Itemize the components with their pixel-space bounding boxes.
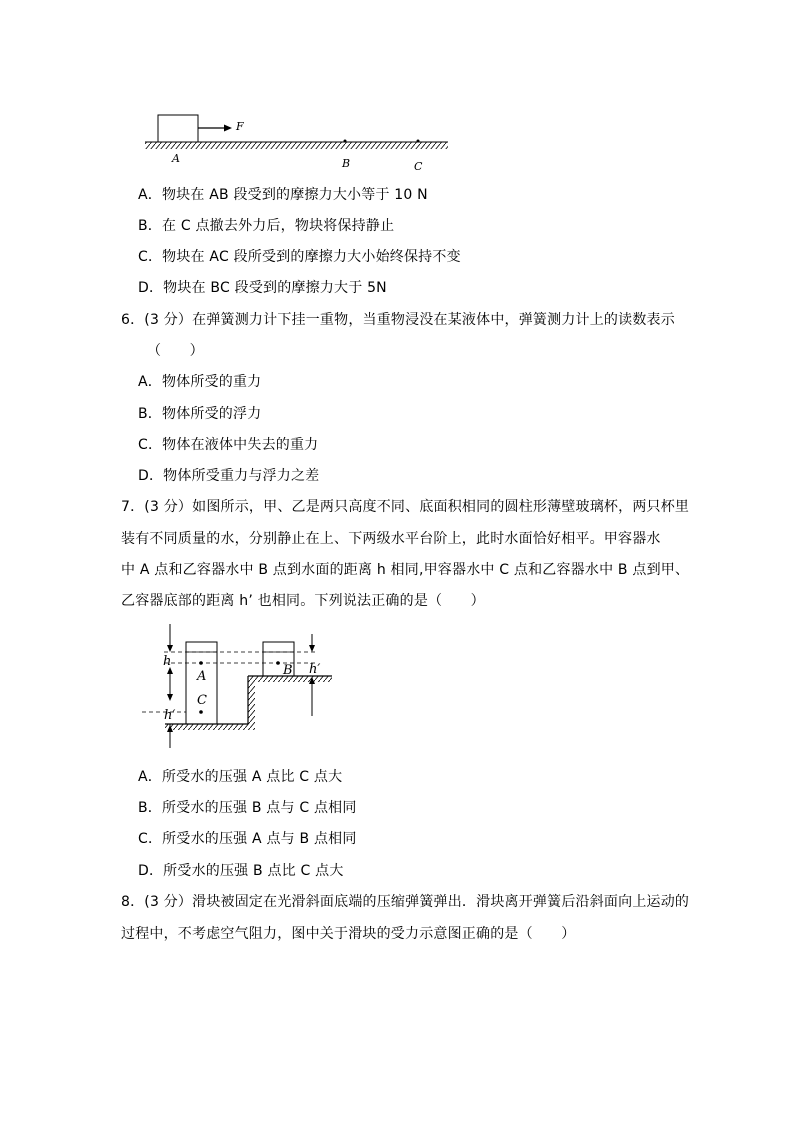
label-f: F [236,120,244,133]
point-c [417,140,420,143]
q6-option-a: A．物体所受的重力 [138,374,262,390]
q7-stem-line4: 乙容器底部的距离 h’ 也相同。下列说法正确的是（ ） [121,593,485,609]
point-c2 [199,710,203,714]
q5-option-d: D．物块在 BC 段受到的摩擦力大于 5N [138,280,387,296]
q5-option-c: C．物块在 AC 段所受到的摩擦力大小始终保持不变 [138,249,461,265]
q6-option-c: C．物体在液体中失去的重力 [138,437,319,453]
q6-option-b: B．物体所受的浮力 [138,406,262,422]
q7-stem-line2: 装有不同质量的水，分别静止在上、下两级水平台阶上，此时水面恰好相平。甲容器水 [121,531,661,547]
q6-stem-line2: （ ） [147,343,204,359]
ground-hatch [145,142,448,149]
label-b2: B [283,663,293,678]
label-h: h [163,654,172,669]
q7-stem-line3: 中 A 点和乙容器水中 B 点到水面的距离 h 相同,甲容器水中 C 点和乙容器水中 B 点到甲、 [121,562,690,578]
label-c2: C [197,693,207,708]
q7-option-d: D．所受水的压强 B 点比 C 点大 [138,863,344,879]
q7-option-b: B．所受水的压强 B 点与 C 点相同 [138,800,357,816]
q7-stem-line1: 7．(3 分）如图所示，甲、乙是两只高度不同、底面积相同的圆柱形薄壁玻璃杯，两只杯里 [121,499,690,515]
q6-stem-line1: 6．(3 分）在弹簧测力计下挂一重物，当重物浸没在某液体中，弹簧测力计上的读数表示 [121,312,675,328]
q7-option-a: A．所受水的压强 A 点比 C 点大 [138,769,343,785]
glasses-steps-figure [0,620,794,760]
label-a: A [172,152,180,165]
point-a [199,661,203,665]
label-a2: A [197,669,207,684]
point-b [344,140,347,143]
q7-option-c: C．所受水的压强 A 点与 B 点相同 [138,831,357,847]
q5-option-b: B．在 C 点撤去外力后，物块将保持静止 [138,218,395,234]
label-b: B [342,157,351,170]
block-a [158,115,198,142]
label-h-prime-right: h′ [309,662,321,677]
block-force-figure [0,0,794,180]
label-h-prime-left: h′ [164,708,176,723]
q8-stem-line1: 8．(3 分）滑块被固定在光滑斜面底端的压缩弹簧弹出．滑块离开弹簧后沿斜面向上运动的 [121,894,690,910]
label-c: C [414,160,423,173]
point-b2 [276,661,280,665]
q5-option-a: A．物块在 AB 段受到的摩擦力大小等于 10 N [138,187,428,203]
q8-stem-line2: 过程中，不考虑空气阻力，图中关于滑块的受力示意图正确的是（ ） [121,926,576,942]
q6-option-d: D．物体所受重力与浮力之差 [138,468,320,484]
